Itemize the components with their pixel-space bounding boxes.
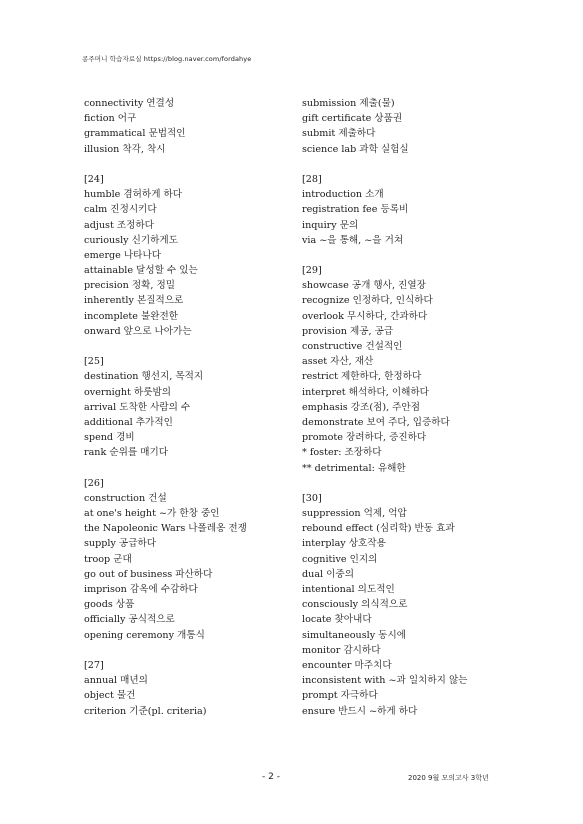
vocab-entry: demonstrate 보여 주다, 입증하다 <box>302 416 450 428</box>
vocab-block <box>84 96 324 157</box>
vocab-entry: inconsistent with ~과 일치하지 않는 <box>302 675 468 687</box>
vocab-entry: humble 겸허하게 하다 <box>84 189 183 201</box>
vocab-entry: gift certificate 상품권 <box>302 113 403 125</box>
vocab-entry: interplay 상호작용 <box>302 538 386 550</box>
vocab-entry: go out of business 파산하다 <box>84 568 213 580</box>
vocab-entry: spend 경비 <box>84 432 135 444</box>
vocab-entry: precision 정확, 정밀 <box>84 280 176 292</box>
page-header: 콩주머니 학습자료실 https://blog.naver.com/fordahye <box>82 55 252 63</box>
vocab-entry: registration fee 등록비 <box>302 204 409 216</box>
vocab-entry: promote 장려하다, 증진하다 <box>302 432 427 444</box>
vocab-entry: object 물건 <box>84 690 136 702</box>
vocab-entry: rank 순위를 매기다 <box>84 447 169 459</box>
vocab-entry: at one's height ~가 한창 중인 <box>84 508 220 520</box>
vocab-entry: onward 앞으로 나아가는 <box>84 325 192 337</box>
vocab-entry: via ~을 통해, ~을 거쳐 <box>302 234 404 246</box>
vocab-entry: simultaneously 동시에 <box>302 629 406 641</box>
vocab-entry: introduction 소개 <box>302 189 384 201</box>
vocab-entry: overlook 무시하다, 간과하다 <box>302 310 428 322</box>
section-number: [26] <box>84 477 104 489</box>
footer-title: 2020 9월 모의고사 3학년 <box>408 774 489 782</box>
section-number: [28] <box>302 173 322 185</box>
vocab-block <box>302 172 542 248</box>
section-number: [30] <box>302 492 322 504</box>
vocab-entry: attainable 달성할 수 있는 <box>84 265 198 277</box>
left-vocab-column <box>84 96 324 719</box>
vocab-block <box>84 354 324 460</box>
vocab-entry: the Napoleonic Wars 나폴레옹 전쟁 <box>84 523 247 535</box>
vocab-block <box>84 658 324 719</box>
vocab-entry: connectivity 연결성 <box>84 98 175 109</box>
vocab-entry: imprison 감옥에 수감하다 <box>84 584 198 595</box>
vocab-entry: intentional 의도적인 <box>302 584 395 595</box>
vocab-entry: showcase 공개 행사, 진열장 <box>302 280 426 292</box>
section-number: [29] <box>302 265 322 277</box>
vocab-entry: recognize 인정하다, 인식하다 <box>302 295 433 307</box>
vocab-entry: constructive 건설적인 <box>302 341 403 352</box>
vocab-entry: cognitive 인지의 <box>302 553 378 565</box>
vocab-entry: annual 매년의 <box>84 675 148 687</box>
vocab-entry: destination 행선지, 목적지 <box>84 371 204 383</box>
vocab-entry: locate 찾아내다 <box>302 614 372 626</box>
vocab-entry: prompt 자극하다 <box>302 690 378 702</box>
vocab-entry: calm 진정시키다 <box>84 204 157 216</box>
vocab-entry: additional 추가적인 <box>84 416 173 428</box>
vocab-entry: rebound effect (심리학) 반동 효과 <box>302 523 455 535</box>
vocab-entry: emerge 나타나다 <box>84 249 161 261</box>
footnote: * foster: 조장하다 <box>302 447 382 459</box>
vocab-entry: adjust 조정하다 <box>84 219 154 231</box>
vocab-entry: asset 자산, 재산 <box>302 356 374 368</box>
vocab-entry: restrict 제한하다, 한정하다 <box>302 371 422 383</box>
vocab-entry: science lab 과학 실험실 <box>302 143 409 155</box>
vocab-entry: suppression 억제, 억압 <box>302 508 407 520</box>
vocab-entry: submission 제출(물) <box>302 98 395 109</box>
vocab-entry: inquiry 문의 <box>302 219 359 231</box>
vocab-block <box>302 491 542 719</box>
vocab-entry: fiction 어구 <box>84 113 137 125</box>
vocab-block <box>302 96 542 157</box>
vocab-entry: inherently 본질적으로 <box>84 295 184 307</box>
vocab-entry: illusion 착각, 착시 <box>84 143 166 155</box>
vocab-entry: overnight 하룻밤의 <box>84 386 172 398</box>
vocab-block <box>302 263 542 476</box>
vocab-entry: officially 공식적으로 <box>84 614 175 626</box>
footnote: ** detrimental: 유해한 <box>302 462 406 474</box>
vocab-entry: criterion 기준(pl. criteria) <box>84 705 207 717</box>
vocab-block <box>84 476 324 643</box>
section-number: [24] <box>84 173 104 185</box>
vocab-entry: ensure 반드시 ~하게 하다 <box>302 705 418 717</box>
vocab-block <box>84 172 324 339</box>
vocab-entry: construction 건설 <box>84 492 167 504</box>
vocab-entry: grammatical 문법적인 <box>84 128 186 140</box>
page-number: - 2 - <box>262 772 280 782</box>
vocab-entry: submit 제출하다 <box>302 128 376 140</box>
vocab-entry: arrival 도착한 사람의 수 <box>84 401 191 413</box>
vocab-entry: consciously 의식적으로 <box>302 599 408 611</box>
vocab-entry: emphasis 강조(점), 주안점 <box>302 401 420 413</box>
vocab-entry: opening ceremony 개통식 <box>84 629 205 641</box>
vocab-entry: supply 공급하다 <box>84 538 156 550</box>
vocab-entry: provision 제공, 공급 <box>302 325 394 337</box>
vocab-entry: goods 상품 <box>84 599 135 611</box>
vocab-entry: encounter 마주치다 <box>302 659 392 671</box>
vocab-entry: monitor 감시하다 <box>302 644 381 656</box>
vocab-entry: dual 이중의 <box>302 568 354 580</box>
vocab-entry: incomplete 불완전한 <box>84 310 179 322</box>
vocab-entry: curiously 신기하게도 <box>84 234 178 246</box>
vocab-entry: troop 군대 <box>84 553 132 565</box>
section-number: [25] <box>84 356 104 368</box>
section-number: [27] <box>84 659 104 671</box>
right-vocab-column <box>302 96 542 719</box>
vocab-entry: interpret 해석하다, 이해하다 <box>302 386 429 398</box>
